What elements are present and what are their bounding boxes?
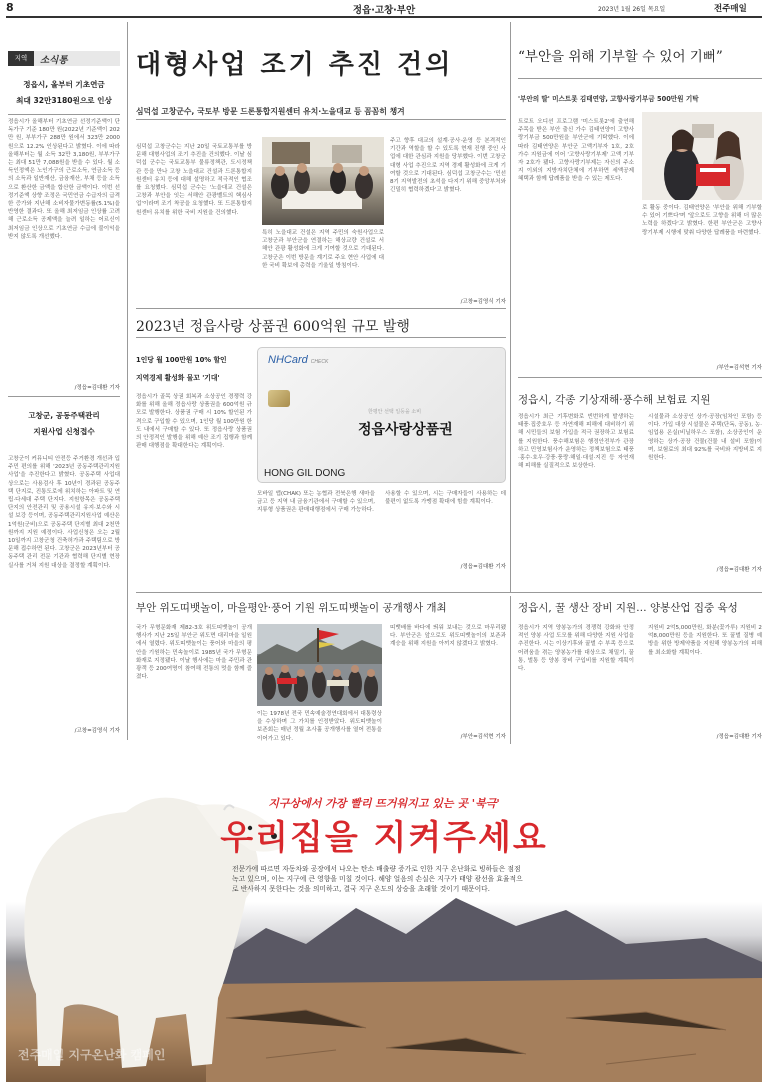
top-article-col3: 주고 향후 대교의 설계·공사·운영 등 본격적인 기간과 역할을 할 수 있도록 현재 진행 중인 사업에 대한 관심과 지원을 당부했다. 이번 고창군 대형 사업 추진으로 지역 경제 활성화에 크게 기여할 것으로 기대된다. 심덕섭 고창군수는 '민선8기 지역발전의 초석을 다지기 위해 중앙부처와 긴밀히 협력하겠다'고 밝혔다. [390, 138, 506, 194]
brief1-title [8, 77, 120, 109]
card-brand [268, 354, 328, 366]
donation-photo-graphic [642, 112, 762, 200]
brief2-body: 고창군이 커뮤니티 안전등 주거환경 개선과 입주민 편의를 위해 '2023년 공동주택관리지원사업'을 추진한다고 밝혔다. 공동주택 사업대상으로는 사용검사 후 10년이 경과된 공동주택 단지로, 진통도로에 위치하는 아파트 및 연립·다세대 주택 단지다. 지원항목은 공동주택단지의 안전관리 및 공용시설 유지·보수와 시설 보강 등이며, 공동주택관리지원사업 예산은 1억원(군비)으로 공동주택 단지별 최대 2천만원까지 지원 예정이다. 사업신청은 오는 2월10일까지 고창군청 건축허가과 주택팀으로 방문해 접수하면 된다. 고창군은 2023년부터 공동주택 관리 전문 기관과 협력해 단지별 현장실사를 거쳐 지원 대상을 결정할 계획이다. [8, 456, 120, 569]
festival-photo [257, 624, 382, 706]
voucher-sub2: 지역경제 활성화 물꼬 '기대' [136, 374, 220, 382]
beekeeping-col2: 지원비 2억5,000만원, 화분(꽃가루) 지원비 2억8,000만원 등을 지원한다. 또 꿀벌 질병 예방을 위한 방제약품을 지원해 양봉농가의 피해를 최소화할 계획이다. [648, 625, 762, 656]
top-article-col2: 특히 노을대교 건설은 지역 주민의 숙원사업으로 고창군과 부안군을 연결하는 해상교량 건설로 서해안 관광 활성화에 크게 기여할 것으로 기대된다. 고창군은 이번 방문을 계기로 주요 현안 사업에 대한 국비 확보에 총력을 기울일 방침이다. [262, 230, 384, 269]
voucher-subheads [136, 351, 252, 387]
ad-body-line2: 녹고 있으며, 이는 지구에 큰 영향을 미칠 것이다. 해양 얼음의 손실은 지구가 태양 광선을 효율적으 [232, 875, 523, 883]
festival-headline: 부안 위도띠뱃놀이, 마을평안·풍어 기원 위도띠뱃놀이 공개행사 개최 [136, 602, 447, 614]
donation-headline: “부안을 위해 기부할 수 있어 기뻐” [518, 49, 723, 65]
beekeeping-byline: /정읍=김대환 기자 [716, 734, 762, 740]
news-brief-title: 소식통 [40, 55, 68, 66]
donation-subhead: '부안의 딸' 미스트롯 김태연양, 고향사랑기부금 500만원 기탁 [518, 95, 699, 103]
top-article-byline: /고창=김영식 기자 [460, 299, 506, 305]
insurance-col1: 정읍시가 최근 기후변화로 빈번하게 발생하는 태풍·집중호우 등 자연재해 피해에 대비하기 위해 시민들의 보험 가입을 적극 권장하고 보험료를 지원한다. 풍수해보험은 행정안전부가 관장하고 민영보험사가 운영하는 정책보험으로 태풍·홍수·호우·강풍·풍랑·해일·대설·지진 등 자연재해 피해를 실질적으로 보상한다. [518, 414, 634, 470]
paper-name: 전주매일 [714, 4, 747, 14]
card-title: 정읍사랑상품권 [358, 422, 453, 438]
mid-column-rule [510, 22, 511, 592]
news-brief-tag [8, 51, 120, 66]
festival-col2: 이는 1978년 전국 민속예술경연대회에서 대통령상을 수상하며 그 가치를 인정받았다. 위도띠뱃놀이 보존회는 매년 정월 초사흘 공개행사를 열어 전통을 이어가고 있다. [257, 711, 382, 742]
card-chip [268, 390, 290, 407]
lower-articles-rule [136, 592, 762, 593]
insurance-headline: 정읍시, 각종 기상재해·풍수해 보험료 지원 [518, 394, 711, 406]
top-article-rule [136, 308, 506, 309]
insurance-byline: /정읍=김대환 기자 [716, 567, 762, 573]
top-article-headline: 대형사업 조기 추진 건의 [136, 50, 454, 80]
donation-col2: 로 활동 중이다. 김태연양은 '부안을 위해 기부할 수 있어 기쁘다'며 '앞으로도 고향을 위해 더 많은 노력을 하겠다'고 밝혔다. 한편 부안군은 고향사랑기부제 시행에 맞춰 다양한 답례품을 마련했다. [642, 205, 762, 236]
card-name: HONG GIL DONG [264, 468, 346, 479]
voucher-col3: 사용할 수 있으며, 시는 구매자들이 사용하는 데 불편이 없도록 가맹점 확대에 힘쓸 계획이다. [385, 491, 506, 506]
ad-body-line3: 로 반사하지 못한다는 것을 의미하고, 결국 지구 온도의 상승을 초래할 것이기 때문이다. [232, 885, 490, 893]
climate-campaign-ad [6, 748, 762, 1082]
brief-separator [8, 396, 120, 397]
header-rule [6, 16, 762, 18]
donation-photo [642, 112, 762, 200]
ad-credit: 전주매일 지구온난화 캠페인 [18, 1048, 166, 1062]
ad-body-line1: 전문가에 따르면 자동차와 공장에서 나오는 탄소 배출량 증가로 인한 지구 온난화로 빙하들은 점점 [232, 865, 521, 873]
top-article-subhead: 심덕섭 고창군수, 국토부 방문 드론통합지원센터 유치·노을대교 등 꼼꼼히 챙겨 [136, 107, 405, 116]
top-article-photo [262, 137, 384, 225]
festival-col1: 국가 무형문화재 제82-3호 위도띠뱃놀이 공개행사가 지난 25일 부안군 위도면 대리마을 일원에서 열렸다. 위도띠뱃놀이는 풍어와 마을의 평안을 기원하는 민속놀이로 1985년 국가 무형문화재로 지정됐다. 이날 행사에는 마을 주민과 관광객 등 200여명이 참여해 전통의 멋을 함께 즐겼다. [136, 625, 252, 681]
donation-byline: /부안=김석현 기자 [716, 365, 762, 371]
donation-rule [518, 377, 762, 378]
voucher-col2: 모바일 앱(CHAK) 또는 농협과 전북은행 새마을금고 등 지역 내 금융기관에서 구매할 수 있으며, 지류형 상품권은 판매대행점에서 구매 가능하다. [257, 491, 375, 514]
card-slogan: 한평안 선택 일등을 소비 [368, 409, 422, 415]
news-brief-region: 지역 [8, 51, 34, 66]
brief1-title-line1: 정읍시, 올부터 기초연금 [23, 80, 105, 89]
brief1-divider [8, 114, 120, 115]
brief2-byline: /고창=김영식 기자 [74, 728, 120, 734]
card-tag-text: CHECK [310, 359, 329, 365]
donation-col1: 트로트 오디션 프로그램 '미스트롯2'에 출연해 주목을 받은 부안 출신 가수 김태연양이 고향사랑기부금 500만원을 부안군에 기탁했다. 이에 따라 김태연양은 부안군 고액기부자 1호, 2호 가수 지원금에 이어 '고향사랑기부제' 고액 기부자 2호가 됐다. 고향사랑기부제는 자신의 주소지 이외의 지방자치단체에 기부하면 세액공제 혜택과 함께 답례품을 받을 수 있는 제도다. [518, 119, 634, 183]
brief1-byline: /정읍=김대환 기자 [74, 385, 120, 391]
ad-title: 우리집을 지켜주세요 [220, 818, 548, 858]
section-title: 정읍·고창·부안 [352, 5, 416, 16]
voucher-col1: 정읍시가 골목 상권 회복과 소상공인 경쟁력 강화를 위해 올해 정읍사랑 상품권을 600억원 규모로 발행한다. 상품권 구매 시 10% 할인된 가격으로 구입할 수 있으며, 1인당 월 100만원 한도 내에서 구매할 수 있다. 또 정읍사랑 상품권의 안정적인 발행을 위해 예산 조기 집행과 함께 판매 대행점을 확대한다는 계획이다. [136, 394, 252, 450]
donation-headline-rule [518, 78, 762, 79]
insurance-col2: 시설물과 소상공인 상가·공장(임차인 포함) 등이다. 가입 대상 시설물은 주택(단독, 공동), 농·임업용 온실(비닐하우스 포함), 소상공인이 운영하는 상가·공장 건물(건물 내 설비 포함)이며, 보험료의 최대 92%를 국비와 지방비로 지원한다. [648, 414, 762, 462]
voucher-headline-rule [136, 337, 506, 338]
voucher-headline: 2023년 정읍사랑 상품권 600억원 규모 발행 [136, 319, 410, 335]
meeting-photo-graphic [262, 137, 384, 225]
beekeeping-col1: 정읍시가 지역 양봉농가의 경쟁력 강화와 안정적인 양봉 사업 도모를 위해 다양한 지원 사업을 추진한다. 시는 이상기후와 꿀벌 수 부족 등으로 어려움을 겪는 양봉농가를 대상으로 채밀기, 꿀통, 벌통 등 양봉 장비 구입비를 지원할 계획이다. [518, 625, 634, 673]
voucher-card-image [257, 347, 506, 483]
top-article-col1: 심덕섭 고창군수는 지난 20일 국토교통부를 방문해 대형사업의 조기 추진을 건의했다. 이날 심덕섭 군수는 국토교통부 물류정책관, 도시정책관 등을 만나 고창 노을대교 건설과 드론통합지원센터 유치 등에 대해 설명하고 적극적인 협조를 요청했다. 심덕섭 군수는 '노을대교 건설은 고창과 부안을 잇는 서해안 관광벨트의 핵심사업'이라며 조기 착공을 요청했다. 또 드론통합지원센터 유치를 위한 국비 지원을 건의했다. [136, 144, 252, 216]
ad-body [232, 864, 712, 894]
festival-col3: 띠뱃배를 바다에 띄워 보내는 것으로 마무리됐다. 부안군은 앞으로도 위도띠뱃놀이의 보존과 계승을 위해 지원을 아끼지 않겠다고 밝혔다. [390, 625, 506, 648]
brief1-title-line2: 최대 32만3180원으로 인상 [16, 96, 112, 105]
brief2-title-line1: 고창군, 공동주택관리 [28, 411, 100, 420]
brief2-title [8, 408, 120, 440]
lower-column-rule [510, 596, 511, 744]
voucher-byline: /정읍=김대환 기자 [460, 564, 506, 570]
voucher-sub1: 1인당 월 100만원 10% 할인 [136, 356, 227, 364]
festival-photo-graphic [257, 624, 382, 706]
issue-date: 2023년 1월 26일 목요일 [598, 6, 666, 13]
card-brand-text: NHCard [268, 354, 308, 366]
page-number: 8 [6, 1, 14, 14]
ad-slogan: 지구상에서 가장 빨리 뜨거워지고 있는 곳 '북극' [268, 797, 500, 810]
beekeeping-headline: 정읍시, 꿀 생산 장비 지원… 양봉산업 집중 육성 [518, 602, 738, 614]
brief2-title-line2: 지원사업 신청접수 [33, 427, 95, 436]
festival-byline: /부안=김석현 기자 [460, 734, 506, 740]
brief1-body: 정읍시가 올해부터 기초연금 선정기준액이 단독가구 기준 180만 원(2022년 기준액이 202만 원, 부부가구 288만 원에서 323만 2000원으로 12.2% 인상된다고 밝혔다. 이에 따라 올해부터는 월 소득 32만 3,180원, 부부가구는 최대 51만 7,088원을 받을 수 있다. 월 소득인정액은 노인가구의 근로소득, 연금소득 등의 소득과 일반재산, 금융재산, 부채 등을 소득으로 환산한 금액을 합산한 금액이다. 이번 선정기준액 상향 조정은 국민연금 수급자의 급격한 증가와 지난해 소비자물가변동률(5.1%)을 반영한 결과다. 또 올해 최저임금 인상률 고려해 근로소득 공제액을 늘려 일하는 어르신이 최저임금 인상으로 기초연금 수급에 불이익을 받지 않도록 개선했다. [8, 119, 120, 240]
left-column-rule [127, 22, 128, 740]
top-subhead-rule [136, 119, 506, 120]
page-header [0, 0, 768, 16]
